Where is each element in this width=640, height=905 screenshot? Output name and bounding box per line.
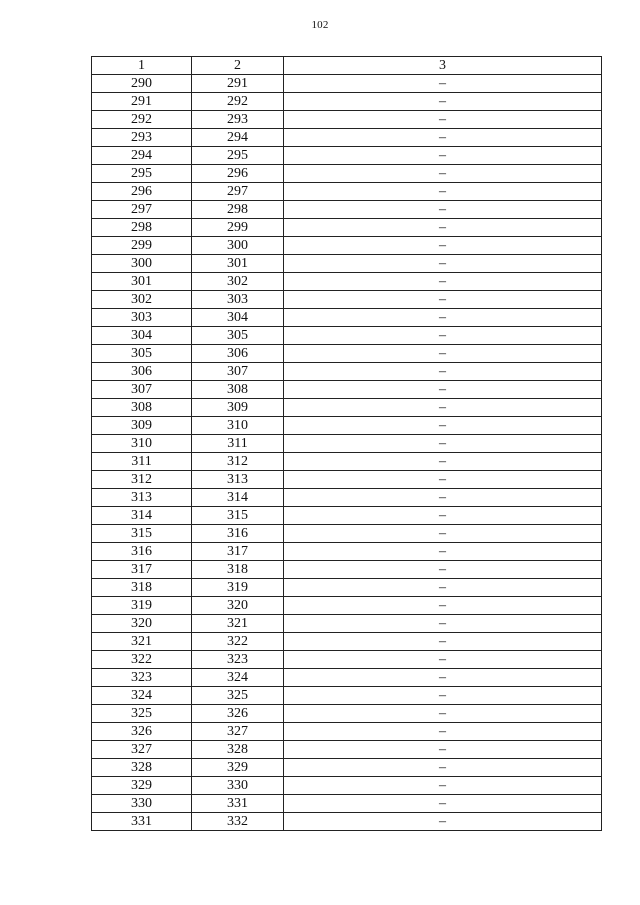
table-cell-col-1: 319	[92, 597, 192, 615]
table-cell-col-1: 324	[92, 687, 192, 705]
table-cell-col-1: 304	[92, 327, 192, 345]
table-cell-col-2: 330	[192, 777, 284, 795]
table-cell-col-1: 302	[92, 291, 192, 309]
table-cell-col-1: 323	[92, 669, 192, 687]
table-row	[92, 615, 602, 633]
table-row	[92, 651, 602, 669]
table-cell-col-2: 323	[192, 651, 284, 669]
table-cell-col-3: –	[284, 129, 602, 147]
table-cell-col-1: 310	[92, 435, 192, 453]
table-row	[92, 813, 602, 831]
table-cell-col-3: –	[284, 381, 602, 399]
table-cell-col-3: –	[284, 795, 602, 813]
table-row	[92, 327, 602, 345]
table-cell-col-3: –	[284, 237, 602, 255]
table-row	[92, 129, 602, 147]
table-cell-col-3: –	[284, 165, 602, 183]
table-cell-col-2: 332	[192, 813, 284, 831]
table-row	[92, 309, 602, 327]
table-cell-col-2: 329	[192, 759, 284, 777]
table-cell-col-2: 326	[192, 705, 284, 723]
table-row	[92, 255, 602, 273]
table-cell-col-3: –	[284, 111, 602, 129]
table-cell-col-1: 297	[92, 201, 192, 219]
table-cell-col-2: 312	[192, 453, 284, 471]
table-cell-col-2: 305	[192, 327, 284, 345]
table-cell-col-3: –	[284, 759, 602, 777]
table-cell-col-1: 331	[92, 813, 192, 831]
table-cell-col-3: –	[284, 273, 602, 291]
table-cell-col-1: 295	[92, 165, 192, 183]
table-cell-col-3: –	[284, 687, 602, 705]
table-cell-col-2: 301	[192, 255, 284, 273]
table-cell-col-1: 313	[92, 489, 192, 507]
table-cell-col-2: 327	[192, 723, 284, 741]
table-row	[92, 723, 602, 741]
table-cell-col-2: 297	[192, 183, 284, 201]
table-cell-col-2: 303	[192, 291, 284, 309]
table-cell-col-3: –	[284, 597, 602, 615]
table-cell-col-2: 307	[192, 363, 284, 381]
table-cell-col-2: 320	[192, 597, 284, 615]
table-cell-col-3: –	[284, 507, 602, 525]
table-cell-col-1: 307	[92, 381, 192, 399]
table-cell-col-3: –	[284, 345, 602, 363]
table-cell-col-3: –	[284, 741, 602, 759]
table-cell-col-3: –	[284, 183, 602, 201]
table-cell-col-2: 324	[192, 669, 284, 687]
column-header-3: 3	[284, 57, 602, 75]
table-cell-col-1: 318	[92, 579, 192, 597]
table-row	[92, 777, 602, 795]
table-cell-col-2: 294	[192, 129, 284, 147]
table-cell-col-1: 327	[92, 741, 192, 759]
table-cell-col-3: –	[284, 255, 602, 273]
table-cell-col-2: 331	[192, 795, 284, 813]
table-cell-col-2: 302	[192, 273, 284, 291]
table-cell-col-1: 309	[92, 417, 192, 435]
table-row	[92, 579, 602, 597]
table-cell-col-1: 315	[92, 525, 192, 543]
table-cell-col-2: 317	[192, 543, 284, 561]
table-cell-col-1: 290	[92, 75, 192, 93]
table-cell-col-3: –	[284, 723, 602, 741]
table-row	[92, 741, 602, 759]
table-cell-col-3: –	[284, 309, 602, 327]
table-row	[92, 471, 602, 489]
table-cell-col-1: 293	[92, 129, 192, 147]
table-cell-col-1: 311	[92, 453, 192, 471]
data-table	[91, 56, 602, 831]
table-cell-col-1: 298	[92, 219, 192, 237]
table-cell-col-1: 300	[92, 255, 192, 273]
table-cell-col-2: 319	[192, 579, 284, 597]
table-cell-col-2: 310	[192, 417, 284, 435]
table-cell-col-3: –	[284, 525, 602, 543]
table-row	[92, 597, 602, 615]
table-row	[92, 489, 602, 507]
table-cell-col-2: 314	[192, 489, 284, 507]
table-cell-col-1: 322	[92, 651, 192, 669]
table-cell-col-1: 303	[92, 309, 192, 327]
table-row	[92, 507, 602, 525]
table-cell-col-1: 326	[92, 723, 192, 741]
table-row	[92, 291, 602, 309]
table-row	[92, 453, 602, 471]
column-header-1: 1	[92, 57, 192, 75]
table-cell-col-3: –	[284, 93, 602, 111]
table-cell-col-1: 320	[92, 615, 192, 633]
table-cell-col-2: 298	[192, 201, 284, 219]
table-cell-col-2: 299	[192, 219, 284, 237]
table-cell-col-2: 325	[192, 687, 284, 705]
table-cell-col-3: –	[284, 327, 602, 345]
table-cell-col-3: –	[284, 561, 602, 579]
table-cell-col-3: –	[284, 669, 602, 687]
table-cell-col-3: –	[284, 363, 602, 381]
table-row	[92, 93, 602, 111]
table-cell-col-3: –	[284, 705, 602, 723]
table-cell-col-2: 296	[192, 165, 284, 183]
table-cell-col-1: 330	[92, 795, 192, 813]
table-cell-col-2: 315	[192, 507, 284, 525]
table-row	[92, 687, 602, 705]
table-row	[92, 273, 602, 291]
table-cell-col-3: –	[284, 435, 602, 453]
table-row	[92, 165, 602, 183]
table-cell-col-1: 321	[92, 633, 192, 651]
table-cell-col-3: –	[284, 219, 602, 237]
table-row	[92, 183, 602, 201]
table-cell-col-1: 301	[92, 273, 192, 291]
table-row	[92, 417, 602, 435]
table-cell-col-3: –	[284, 417, 602, 435]
table-row	[92, 219, 602, 237]
table-cell-col-1: 312	[92, 471, 192, 489]
table-cell-col-2: 309	[192, 399, 284, 417]
table-cell-col-2: 322	[192, 633, 284, 651]
table-cell-col-3: –	[284, 543, 602, 561]
table-row	[92, 435, 602, 453]
table-row	[92, 543, 602, 561]
table-cell-col-3: –	[284, 453, 602, 471]
table-cell-col-1: 294	[92, 147, 192, 165]
page-number: 102	[311, 19, 329, 31]
table-cell-col-3: –	[284, 201, 602, 219]
table-row	[92, 561, 602, 579]
table-cell-col-1: 316	[92, 543, 192, 561]
table-cell-col-1: 292	[92, 111, 192, 129]
table-row	[92, 795, 602, 813]
table-cell-col-2: 295	[192, 147, 284, 165]
table-row	[92, 147, 602, 165]
table-cell-col-2: 321	[192, 615, 284, 633]
table-row	[92, 363, 602, 381]
table-header-row	[92, 57, 602, 75]
table-row	[92, 381, 602, 399]
table-cell-col-1: 329	[92, 777, 192, 795]
table-cell-col-3: –	[284, 399, 602, 417]
table-row	[92, 633, 602, 651]
table-cell-col-1: 314	[92, 507, 192, 525]
table-row	[92, 237, 602, 255]
table-row	[92, 111, 602, 129]
table-cell-col-2: 311	[192, 435, 284, 453]
table-cell-col-3: –	[284, 579, 602, 597]
table-body	[92, 75, 602, 831]
table-cell-col-1: 328	[92, 759, 192, 777]
table-cell-col-1: 317	[92, 561, 192, 579]
table-row	[92, 75, 602, 93]
table-cell-col-3: –	[284, 813, 602, 831]
table-cell-col-3: –	[284, 147, 602, 165]
table-cell-col-2: 308	[192, 381, 284, 399]
table-cell-col-2: 292	[192, 93, 284, 111]
table-cell-col-3: –	[284, 651, 602, 669]
data-table-container	[91, 56, 601, 831]
table-row	[92, 399, 602, 417]
column-header-2: 2	[192, 57, 284, 75]
table-row	[92, 669, 602, 687]
table-cell-col-2: 316	[192, 525, 284, 543]
table-cell-col-2: 318	[192, 561, 284, 579]
table-row	[92, 705, 602, 723]
table-cell-col-1: 306	[92, 363, 192, 381]
table-row	[92, 201, 602, 219]
table-cell-col-3: –	[284, 471, 602, 489]
table-cell-col-1: 305	[92, 345, 192, 363]
table-cell-col-3: –	[284, 489, 602, 507]
table-cell-col-1: 308	[92, 399, 192, 417]
table-cell-col-2: 300	[192, 237, 284, 255]
table-cell-col-2: 328	[192, 741, 284, 759]
table-cell-col-3: –	[284, 777, 602, 795]
table-cell-col-2: 313	[192, 471, 284, 489]
table-cell-col-2: 291	[192, 75, 284, 93]
table-cell-col-2: 304	[192, 309, 284, 327]
table-cell-col-1: 299	[92, 237, 192, 255]
table-cell-col-1: 291	[92, 93, 192, 111]
table-row	[92, 525, 602, 543]
table-cell-col-2: 293	[192, 111, 284, 129]
table-row	[92, 759, 602, 777]
table-cell-col-1: 296	[92, 183, 192, 201]
table-cell-col-3: –	[284, 615, 602, 633]
table-cell-col-2: 306	[192, 345, 284, 363]
table-cell-col-3: –	[284, 633, 602, 651]
table-cell-col-3: –	[284, 75, 602, 93]
table-row	[92, 345, 602, 363]
table-cell-col-3: –	[284, 291, 602, 309]
table-cell-col-1: 325	[92, 705, 192, 723]
